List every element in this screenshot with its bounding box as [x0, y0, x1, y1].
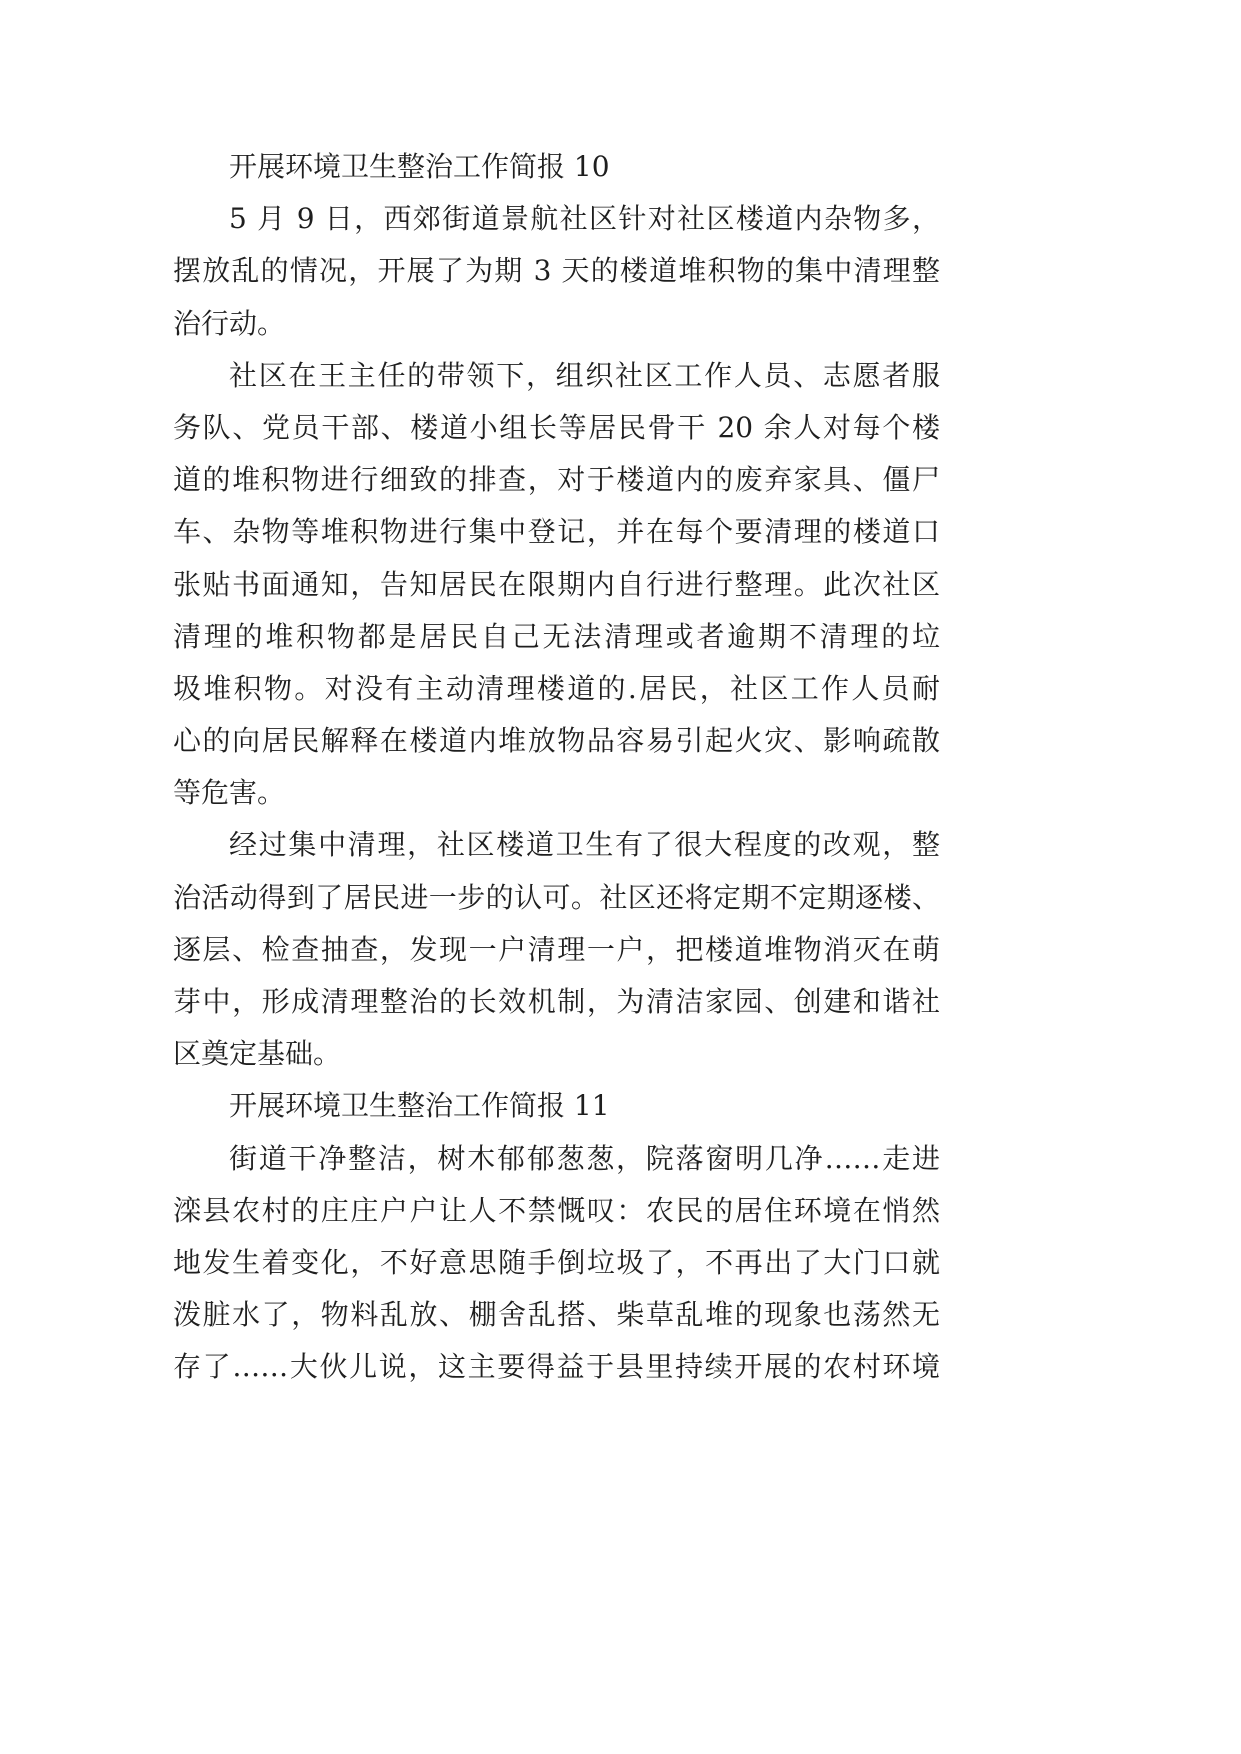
paragraph-line: 车、杂物等堆积物进行集中登记，并在每个要清理的楼道口	[173, 515, 940, 549]
paragraph-line: 滦县农村的庄庄户户让人不禁慨叹：农民的居住环境在悄然	[173, 1193, 940, 1227]
paragraph-line: 张贴书面通知，告知居民在限期内自行进行整理。此次社区	[173, 567, 940, 601]
paragraph-line: 心的向居民解释在楼道内堆放物品容易引起火灾、影响疏散	[173, 724, 940, 758]
paragraph-line: 区奠定基础。	[173, 1037, 342, 1071]
paragraph-line: 摆放乱的情况，开展了为期 3 天的楼道堆积物的集中清理整	[173, 254, 940, 288]
paragraph-line: 泼脏水了，物料乱放、棚舍乱搭、柴草乱堆的现象也荡然无	[173, 1298, 940, 1332]
paragraph-line: 治活动得到了居民进一步的认可。社区还将定期不定期逐楼、	[173, 880, 940, 914]
paragraph-2	[173, 350, 940, 820]
paragraph-line: 地发生着变化，不好意思随手倒垃圾了，不再出了大门口就	[173, 1245, 940, 1279]
paragraph-line: 芽中，形成清理整治的长效机制，为清洁家园、创建和谐社	[173, 985, 940, 1018]
paragraph-line: 存了……大伙儿说，这主要得益于县里持续开展的农村环境	[173, 1350, 940, 1384]
paragraph-line: 治行动。	[173, 306, 286, 340]
heading-line: 开展环境卫生整治工作简报 11	[229, 1089, 610, 1123]
heading-report-11	[173, 1080, 940, 1132]
paragraph-line: 等危害。	[173, 776, 286, 810]
paragraph-line: 圾堆积物。对没有主动清理楼道的.居民，社区工作人员耐	[173, 671, 940, 705]
paragraph-line: 道的堆积物进行细致的排查，对于楼道内的废弃家具、僵尸	[173, 463, 940, 497]
paragraph-line: 务队、党员干部、楼道小组长等居民骨干 20 余人对每个楼	[173, 410, 940, 444]
paragraph-1	[173, 193, 940, 350]
paragraph-3	[173, 819, 940, 1080]
paragraph-line: 街道干净整洁，树木郁郁葱葱，院落窗明几净……走进	[229, 1141, 940, 1175]
paragraph-line: 5 月 9 日，西郊街道景航社区针对社区楼道内杂物多，	[229, 202, 940, 236]
paragraph-line: 逐层、检查抽查，发现一户清理一户，把楼道堆物消灭在萌	[173, 932, 940, 966]
paragraph-line: 经过集中清理，社区楼道卫生有了很大程度的改观，整	[229, 828, 940, 862]
paragraph-line: 清理的堆积物都是居民自己无法清理或者逾期不清理的垃	[173, 619, 940, 653]
heading-report-10	[173, 141, 940, 193]
paragraph-line: 社区在王主任的带领下，组织社区工作人员、志愿者服	[229, 358, 940, 392]
paragraph-4	[173, 1133, 940, 1394]
heading-line: 开展环境卫生整治工作简报 10	[229, 150, 610, 183]
